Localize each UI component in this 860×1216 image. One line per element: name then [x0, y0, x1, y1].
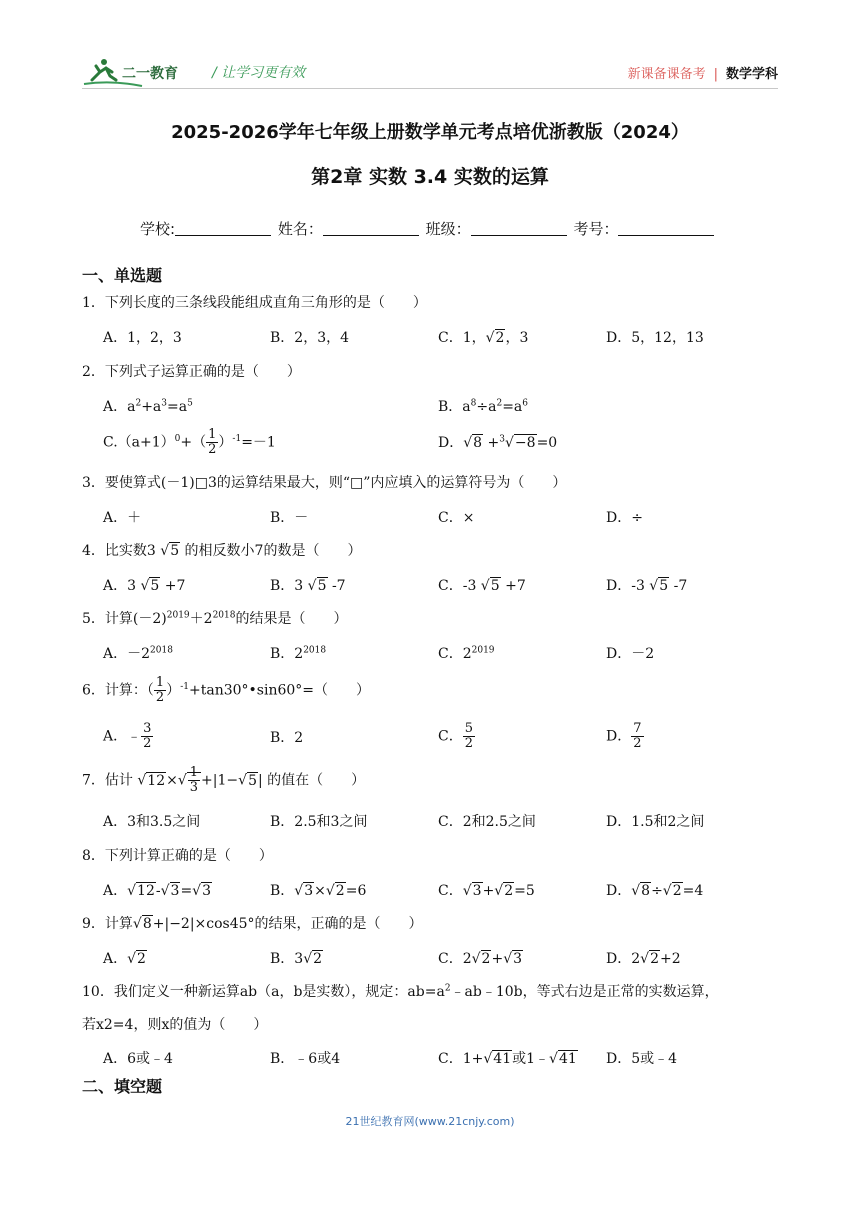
question-10-line2: 若x2=4，则x的值为（ ） [82, 1017, 268, 1033]
student-info [140, 218, 716, 239]
q6-option-c: C． $\frac{5}{2}$ [438, 721, 473, 751]
q3-option-a: A．＋ [103, 510, 142, 526]
q2-option-d: D．√8 +$^3$√−8=0 [438, 434, 558, 451]
header-subject: 数学学科 [725, 67, 778, 82]
question-1: 1．下列长度的三条线段能组成直角三角形的是（ ） [82, 295, 427, 311]
q9-option-b: B．3√2 [270, 951, 323, 967]
q3-option-c: C．× [438, 510, 475, 526]
name-blank [323, 221, 419, 236]
q10-option-b: B．﹣6或4 [270, 1051, 341, 1067]
q6-option-b: B．2 [270, 730, 304, 746]
class-label: 班级： [425, 220, 471, 238]
q7-option-c: C．2和2.5之间 [438, 814, 536, 830]
q10-option-a: A．6或﹣4 [103, 1051, 173, 1067]
q4-option-c: C．-3 √5 +7 [438, 578, 526, 594]
question-10: 10．我们定义一种新运算ab（a，b是实数），规定：$ab=a^2﹣ab﹣10b$，等式右边是正常的实数运算， [82, 983, 719, 1000]
q5-option-a: A．$-2^{2018}$ [103, 645, 173, 662]
q10-option-d: D．5或﹣4 [606, 1051, 678, 1067]
q5-option-d: D．－2 [606, 646, 655, 662]
q5-option-c: C．$2^{2019}$ [438, 645, 495, 662]
q8-option-a: A．√12-√3=√3 [103, 883, 212, 899]
footer-link[interactable]: 21世纪教育网(www.21cnjy.com) [345, 1115, 515, 1128]
q2-option-c: $C.(a+1)^0+$（ $\frac{1}{2}$ ）$^{-1}$=－1 [103, 427, 276, 457]
question-8: 8．下列计算正确的是（ ） [82, 848, 273, 864]
q7-option-b: B．2.5和3之间 [270, 814, 368, 830]
question-4: 4．比实数3 √5 的相反数小7的数是（ ） [82, 543, 362, 559]
q2-option-b: B．$a^8\div a^2=a^6$ [438, 398, 528, 415]
q2-option-a: A．$a^2+a^3=a^5$ [103, 398, 193, 415]
q9-option-d: D．2√2+2 [606, 951, 681, 967]
q5-option-b: B．$2^{2018}$ [270, 645, 327, 662]
q1-option-c: C．1，√2，3 [438, 330, 529, 346]
q1-option-d: D．5，12，13 [606, 330, 704, 346]
school-label: 学校: [140, 220, 176, 238]
q3-option-b: B．－ [270, 510, 309, 526]
question-7: 7．估计 √12×√ $\frac{1}{3}$ +|1−√5| 的值在（ ） [82, 765, 366, 795]
q8-option-b: B．√3×√2=6 [270, 883, 367, 899]
svg-text:二一教育: 二一教育 [122, 66, 178, 82]
q4-option-a: A．3 √5 +7 [103, 578, 186, 594]
q8-option-c: C．√3+√2=5 [438, 883, 535, 899]
question-9: 9．计算√8+|−2|×cos45°的结果，正确的是（ ） [82, 916, 423, 932]
header-divider [82, 88, 778, 89]
chapter-title: 第2章 实数 3.4 实数的运算 [311, 166, 549, 188]
logo-icon [82, 56, 194, 88]
q9-option-a: A．√2 [103, 951, 146, 967]
class-blank [471, 221, 567, 236]
section-single-choice: 一、单选题 [82, 266, 163, 285]
q6-option-a: A．﹣ $\frac{3}{2}$ [103, 721, 152, 751]
number-blank [618, 221, 714, 236]
q1-option-a: A．1，2，3 [103, 330, 182, 346]
q1-option-b: B．2，3，4 [270, 330, 350, 346]
number-label: 考号： [573, 220, 619, 238]
question-5: 5．计算$(-2)^{2019}+2^{2018}$的结果是（ ） [82, 610, 348, 627]
page-title: 2025-2026学年七年级上册数学单元考点培优浙教版（2024） [171, 122, 689, 143]
q9-option-c: C．2√2+√3 [438, 951, 523, 967]
q4-option-d: D．-3 √5 -7 [606, 578, 688, 594]
header-separator: | [713, 67, 718, 82]
slogan: / 让学习更有效 [212, 65, 306, 81]
q3-option-d: D．÷ [606, 510, 643, 526]
header-right [628, 63, 778, 82]
q7-option-d: D．1.5和2之间 [606, 814, 705, 830]
q6-option-d: D． $\frac{7}{2}$ [606, 721, 642, 751]
question-6: 6．计算：（ $\frac{1}{2}$ ）$^{-1}$+tan30°•sin60°=（ ） [82, 675, 370, 705]
name-label: 姓名： [277, 220, 323, 238]
q4-option-b: B．3 √5 -7 [270, 578, 346, 594]
question-2: 2．下列式子运算正确的是（ ） [82, 364, 301, 380]
section-fill-blank: 二、填空题 [82, 1077, 163, 1096]
page-header [82, 56, 778, 88]
question-3: 3．要使算式(－1)□3的运算结果最大，则“□”内应填入的运算符号为（ ） [82, 475, 567, 491]
header-course: 新课备课备考 [627, 67, 706, 82]
school-blank [175, 221, 271, 236]
q7-option-a: A．3和3.5之间 [103, 814, 201, 830]
q8-option-d: D．√8÷√2=4 [606, 883, 704, 899]
q10-option-c: C．1+√41或1﹣√41 [438, 1051, 577, 1067]
